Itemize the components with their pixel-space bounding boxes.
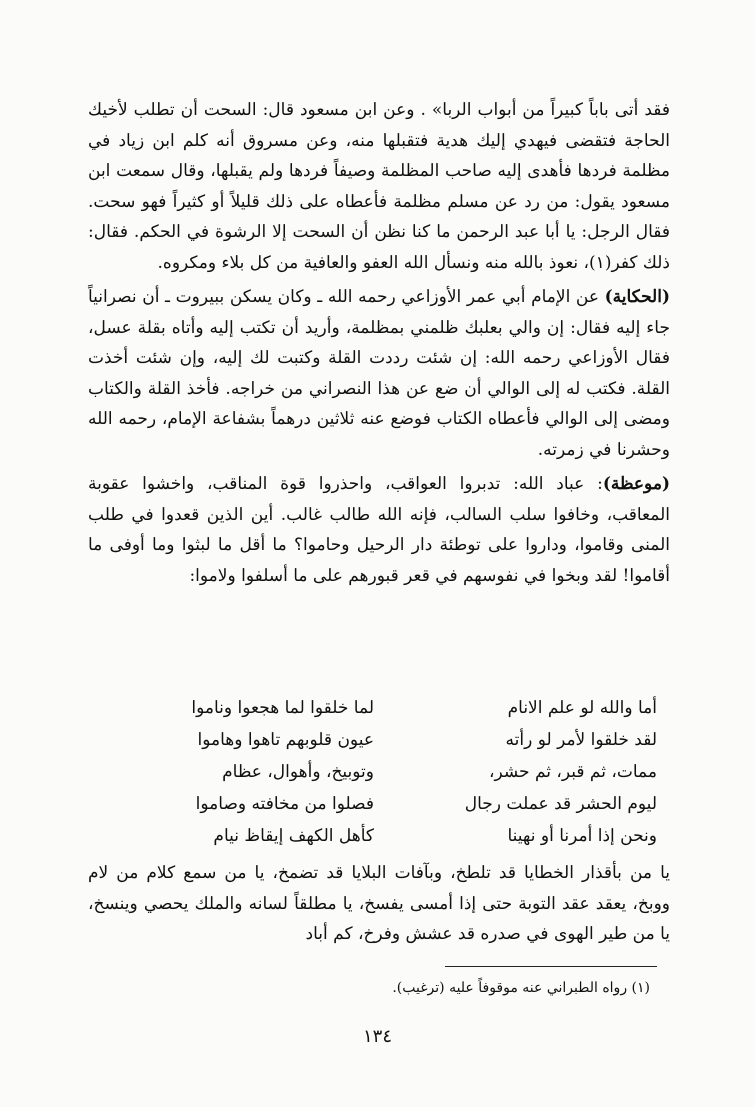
main-text: [88, 95, 670, 591]
paragraph-text: فقد أتى باباً كبيراً من أبواب الربا» . وعن ابن مسعود قال: السحت أن تطلب لأخيك الحاجة فتقضى فيهدي إليك هدية فتقبلها منه، وعن مسروق أنه كلم ابن زياد في مظلمة فردها فأهدى إليه صاحب المظلمة وصيفاً فردها ولم يقبلها، وقال سمعت ابن مسعود يقول: من رد عن مسلم مظلمة فأعطاه على ذلك قليلاً أو كثيراً فهو سحت. فقال الرجل: يا أبا عبد الرحمن ما كنا نظن أن السحت إلا الرشوة في الحكم. فقال: ذلك كفر(١)، نعوذ بالله منه ونسأل الله العفو والعافية من كل بلاء ومكروه.: [88, 100, 670, 273]
paragraph-story: [88, 282, 670, 465]
poem-verse: [112, 820, 657, 852]
paragraph-sermon: [88, 469, 670, 591]
verse-second-half: عيون قلوبهم تاهوا وهاموا: [197, 730, 374, 750]
verse-first-half: ممات، ثم قبر، ثم حشر،: [489, 762, 657, 782]
verse-second-half: وتوبيخ، وأهوال، عظام: [222, 762, 374, 782]
story-heading: (الحكاية): [604, 287, 670, 307]
verse-first-half: لقد خلقوا لأمر لو رأته: [505, 730, 657, 750]
verse-second-half: لما خلقوا لما هجعوا وناموا: [191, 698, 374, 718]
poem: [112, 692, 657, 852]
closing-text: يا من بأقذار الخطايا قد تلطخ، وبآفات البلايا قد تضمخ، يا من سمع كلام من لام ووبخ، يعقد عقد التوبة حتى إذا أمسى يفسخ، يا مطلقاً لسانه والملك يحصي وينسخ، يا من طير الهوى في صدره قد عشش وفرخ، كم أباد: [88, 863, 670, 944]
verse-first-half: أما والله لو علم الانام: [507, 698, 657, 718]
poem-verse: [112, 756, 657, 788]
poem-verse: [112, 692, 657, 724]
verse-second-half: كأهل الكهف إيقاظ نيام: [213, 826, 374, 846]
sermon-heading: (موعظة): [602, 474, 670, 494]
verse-first-half: ليوم الحشر قد عملت رجال: [464, 794, 657, 814]
verse-second-half: فصلوا من مخافته وصاموا: [195, 794, 374, 814]
footnote-divider: [445, 966, 657, 967]
paragraph-text: : عباد الله: تدبروا العواقب، واحذروا قوة المناقب، واخشوا عقوبة المعاقب، وخافوا سلب السالب، فإنه الله طالب غالب. أين الذين قعدوا في طلب المنى وقاموا، وداروا على توطئة دار الرحيل وحاموا؟ ما أقل ما لبثوا وما أوفى ما أقاموا! لقد وبخوا في نفوسهم في قعر قبورهم على ما أسلفوا ولاموا:: [88, 474, 670, 586]
verse-first-half: ونحن إذا أمرنا أو نهينا: [507, 826, 657, 846]
paragraph-riba: [88, 95, 670, 278]
poem-verse: [112, 724, 657, 756]
poem-verse: [112, 788, 657, 820]
paragraph-text: عن الإمام أبي عمر الأوزاعي رحمه الله ـ وكان يسكن ببيروت ـ أن نصرانياً جاء إليه فقال: إن والي بعلبك ظلمني بمظلمة، وأريد أن تكتب إليه وأتاه بقلة عسل، فقال الأوزاعي رحمه الله: إن شئت رددت القلة وكتبت لك إليه، وإن شئت أخذت القلة. فكتب له إلى الوالي أن ضع عن هذا النصراني من خراجه. فأخذ القلة والكتاب ومضى إلى الوالي فأعطاه الكتاب فوضع عنه ثلاثين درهماً بشفاعة الإمام، رحمه الله وحشرنا في زمرته.: [88, 287, 670, 460]
footnote: (١) رواه الطبراني عنه موقوفاً عليه (ترغيب).: [392, 980, 650, 996]
page-number: ١٣٤: [362, 1026, 392, 1047]
